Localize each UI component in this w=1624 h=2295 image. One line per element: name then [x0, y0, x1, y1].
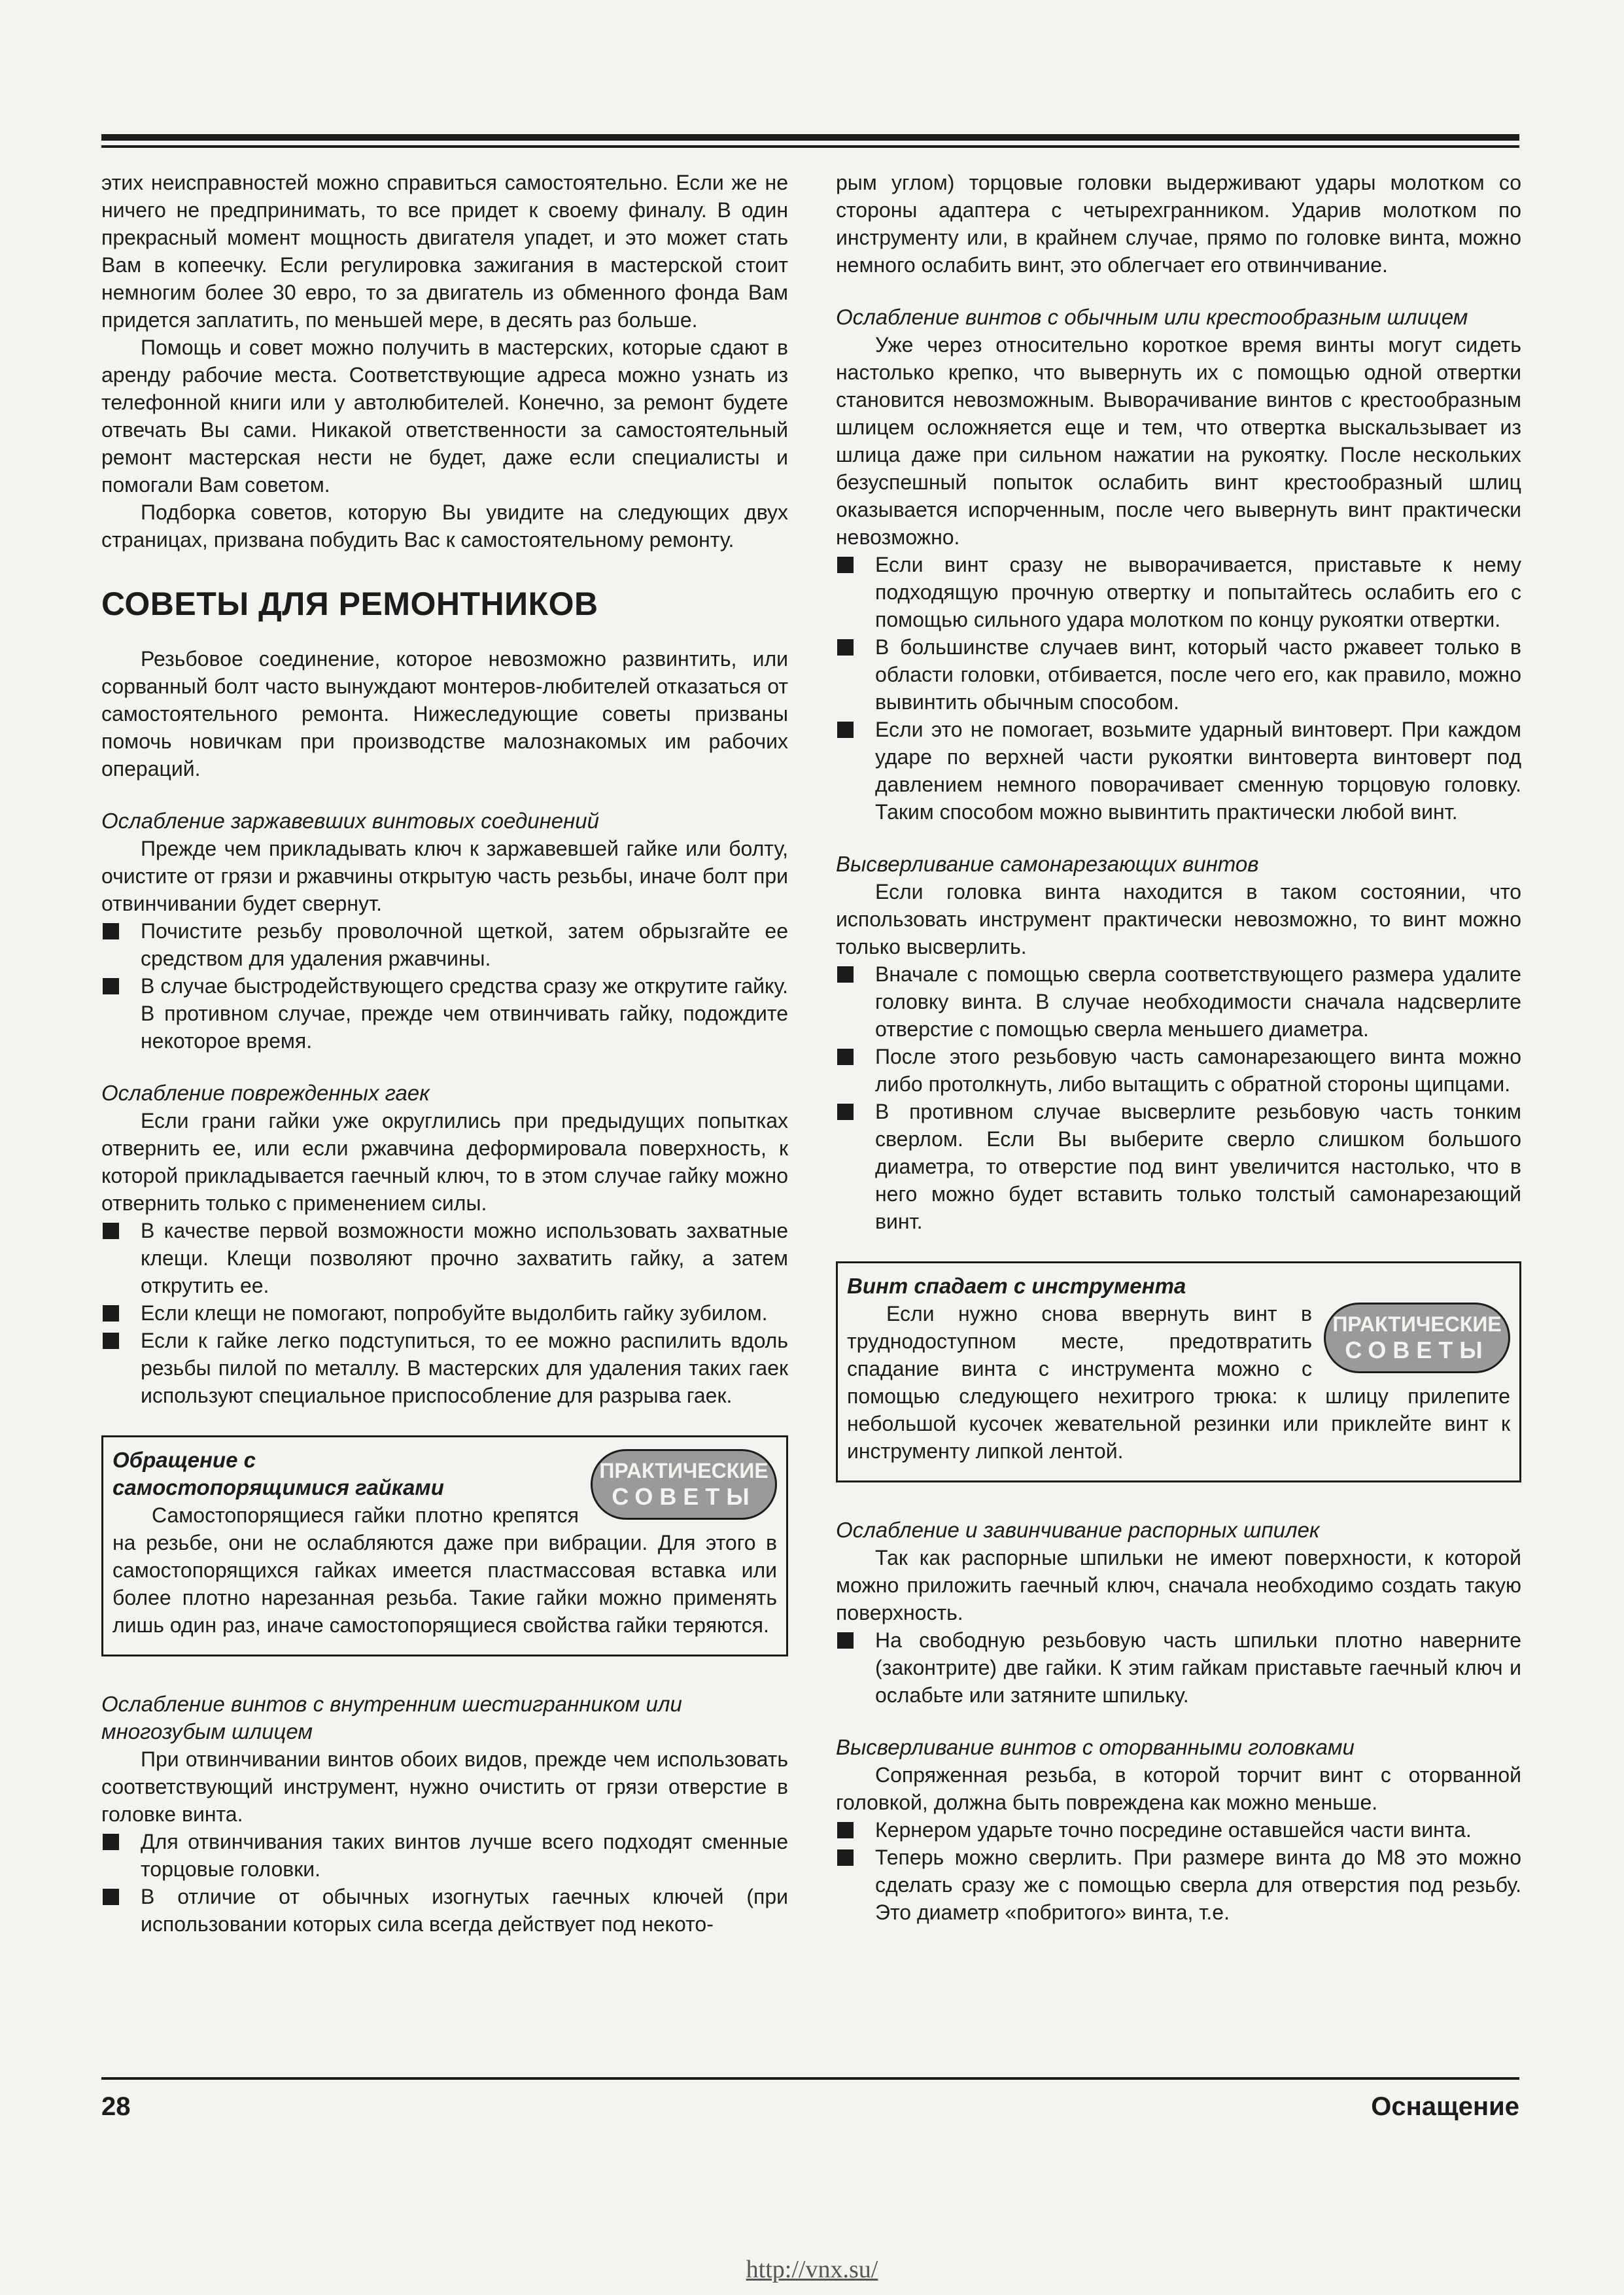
- tip-box: [836, 1261, 1521, 1482]
- section-heading: СОВЕТЫ ДЛЯ РЕМОНТНИКОВ: [101, 586, 598, 622]
- list-item: Если к гайке легко подступиться, то ее можно распилить вдоль резьбы пилой по металлу. В мастерских для удаления таких гаек используют специальное приспособление для разрыва гаек.: [101, 1327, 788, 1409]
- list-item: После этого резьбовую часть самонарезающего винта можно либо протолкнуть, либо вытащить с обратной стороны щипцами.: [836, 1043, 1521, 1098]
- badge-line-1: ПРАКТИЧЕСКИЕ: [1332, 1312, 1502, 1336]
- paragraph: Так как распорные шпильки не имеют поверхности, к которой можно приложить гаечный ключ, сначала необходимо создать такую поверхность.: [836, 1546, 1521, 1624]
- list-item: В отличие от обычных изогнутых гаечных ключей (при использовании которых сила всегда действует под некото-: [101, 1883, 788, 1938]
- left-column: [101, 169, 788, 1938]
- practical-tips-badge: [591, 1449, 777, 1520]
- bullet-list: [836, 1626, 1521, 1709]
- tip-box-title: самостопорящимися гайками: [112, 1475, 444, 1499]
- subheading: Ослабление поврежденных гаек: [101, 1081, 430, 1105]
- top-rule-thick: [101, 134, 1519, 141]
- list-item: На свободную резьбовую часть шпильки плотно наверните (законтрите) две гайки. К этим гайкам приставьте гаечный ключ и ослабьте или затяните шпильку.: [836, 1626, 1521, 1709]
- bullet-list: [836, 1816, 1521, 1926]
- subheading: Высверливание винтов с оторванными головками: [836, 1735, 1355, 1759]
- paragraph: этих неисправностей можно справиться самостоятельно. Если же не ничего не предпринимать, то все придет к своему финалу. В один прекрасный момент мощность двигателя упадет, и это может стать Вам в копеечку. Если регулировка зажигания в мастерской стоит немногим более 30 евро, то за двигатель из обменного фонда Вам придется заплатить, по меньшей мере, в десять раз больше.: [101, 171, 788, 332]
- list-item: Если винт сразу не выворачивается, приставьте к нему подходящую прочную отвертку и попытайтесь ослабить его с помощью сильного удара молотком по концу рукоятки отвертки.: [836, 551, 1521, 633]
- source-url-link[interactable]: http://vnx.su/: [746, 2256, 878, 2283]
- list-item: Теперь можно сверлить. При размере винта до М8 это можно сделать сразу же с помощью сверла для отверстия под резьбу. Это диаметр «побритого» винта, т.е.: [836, 1844, 1521, 1926]
- list-item: Вначале с помощью сверла соответствующего размера удалите головку винта. В случае необходимости сначала надсверлите отверстие с помощью сверла меньшего диаметра.: [836, 960, 1521, 1043]
- badge-line-2: СОВЕТЫ: [612, 1483, 756, 1510]
- paragraph: Резьбовое соединение, которое невозможно развинтить, или сорванный болт часто вынуждают монтеров-любителей отказаться от самостоятельного ремонта. Нижеследующие советы призваны помочь новичкам при производстве малознакомых им рабочих операций.: [101, 647, 788, 780]
- list-item: В противном случае высверлите резьбовую часть тонким сверлом. Если Вы выберите сверло слишком большого диаметра, то отверстие под винт увеличится настолько, что в него можно будет вставить только толстый самонарезающий винт.: [836, 1098, 1521, 1235]
- paragraph: Прежде чем прикладывать ключ к заржавевшей гайке или болту, очистите от грязи и ржавчины открытую часть резьбы, иначе болт при отвинчивании будет свернут.: [101, 837, 788, 915]
- paragraph: Если головка винта находится в таком состоянии, что использовать инструмент практически невозможно, то винт можно только высверлить.: [836, 880, 1521, 958]
- page-number: 28: [101, 2092, 131, 2121]
- tip-box-text: Если нужно снова ввернуть винт в труднодоступном месте, предотвратить спадание винта с инструмента можно с помощью следующего нехитрого трюка: к шлицу прилепите небольшой кусочек жевательной резинки или приклейте винт к инструменту липкой лентой.: [847, 1302, 1510, 1463]
- right-column: [836, 169, 1521, 1926]
- tip-box-text: Самостопорящиеся гайки плотно крепятся на резьбе, они не ослабляются даже при вибрации. Для этого в самостопорящихся гайках имеется пластмассовая вставка или более плотно нарезанная резьба. Такие гайки можно применять лишь один раз, иначе самостопорящиеся свойства гайки теряются.: [112, 1503, 777, 1637]
- list-item: Почистите резьбу проволочной щеткой, затем обрызгайте ее средством для удаления ржавчины.: [101, 917, 788, 972]
- bullet-list: [101, 1217, 788, 1409]
- paragraph: Уже через относительно короткое время винты могут сидеть настолько крепко, что вывернуть их с помощью одной отвертки становится невозможным. Выворачивание винтов с крестообразным шлицем осложняется еще и тем, что отвертка выскальзывает из шлица даже при сильном нажатии на рукоятку. После нескольких безуспешный попыток ослабить винт крестообразный шлиц оказывается испорченным, после чего вывернуть винт практически невозможно.: [836, 333, 1521, 549]
- practical-tips-badge: [1324, 1303, 1510, 1373]
- tip-box: [101, 1435, 788, 1656]
- badge-line-1: ПРАКТИЧЕСКИЕ: [599, 1459, 769, 1482]
- running-footer-section: Оснащение: [1371, 2092, 1519, 2121]
- list-item: Для отвинчивания таких винтов лучше всего подходят сменные торцовые головки.: [101, 1828, 788, 1883]
- paragraph: рым углом) торцовые головки выдерживают удары молотком со стороны адаптера с четырехгранником. Ударив молотком по инструменту или, в крайнем случае, прямо по головке винта, можно немного ослабить винт, это облегчает его отвинчивание.: [836, 171, 1521, 277]
- list-item: В случае быстродействующего средства сразу же открутите гайку. В противном случае, прежде чем отвинчивать гайку, подождите некоторое время.: [101, 972, 788, 1055]
- list-item: Если это не помогает, возьмите ударный винтоверт. При каждом ударе по верхней части рукоятки винтоверта винтоверт под давлением немного поворачивает сменную торцовую головку. Таким способом можно вывинтить практически любой винт.: [836, 716, 1521, 826]
- top-rule-thin: [101, 145, 1519, 148]
- bullet-list: [101, 1828, 788, 1938]
- paragraph: Сопряженная резьба, в которой торчит винт с оторванной головкой, должна быть повреждена как можно меньше.: [836, 1763, 1521, 1814]
- subheading: Ослабление заржавевших винтовых соединений: [101, 809, 600, 833]
- list-item: В большинстве случаев винт, который часто ржавеет только в области головки, отбивается, после чего его, как правило, можно вывинтить обычным способом.: [836, 633, 1521, 716]
- bottom-rule: [101, 2077, 1519, 2080]
- subheading: Высверливание самонарезающих винтов: [836, 852, 1259, 876]
- subheading: Ослабление винтов с обычным или крестообразным шлицем: [836, 305, 1468, 329]
- bullet-list: [836, 551, 1521, 826]
- list-item: В качестве первой возможности можно использовать захватные клещи. Клещи позволяют прочно захватить гайку, а затем открутить ее.: [101, 1217, 788, 1299]
- list-item: Кернером ударьте точно посредине оставшейся части винта.: [836, 1816, 1521, 1844]
- paragraph: При отвинчивании винтов обоих видов, прежде чем использовать соответствующий инструмент, нужно очистить от грязи отверстие в головке винта.: [101, 1747, 788, 1826]
- badge-line-2: СОВЕТЫ: [1345, 1337, 1489, 1363]
- tip-box-title: Обращение с: [112, 1448, 256, 1472]
- paragraph: Помощь и совет можно получить в мастерских, которые сдают в аренду рабочие места. Соответствующие адреса можно узнать из телефонной книги или у автолюбителей. Конечно, за ремонт будете отвечать Вы сами. Никакой ответственности за самостоятельный ремонт мастерская нести не будет, даже если специалисты и помогали Вам советом.: [101, 336, 788, 497]
- tip-box-title: Винт спадает с инструмента: [847, 1274, 1186, 1298]
- list-item: Если клещи не помогают, попробуйте выдолбить гайку зубилом.: [101, 1299, 788, 1327]
- subheading: Ослабление винтов с внутренним шестигранником или многозубым шлицем: [101, 1692, 682, 1743]
- paragraph: Если грани гайки уже округлились при предыдущих попытках отвернить ее, или если ржавчина деформировала поверхность, к которой прикладывается гаечный ключ, то в этом случае гайку можно отвернить только с применением силы.: [101, 1109, 788, 1215]
- subheading: Ослабление и завинчивание распорных шпилек: [836, 1518, 1320, 1542]
- bullet-list: [101, 917, 788, 1055]
- bullet-list: [836, 960, 1521, 1235]
- paragraph: Подборка советов, которую Вы увидите на следующих двух страницах, призвана побудить Вас к самостоятельному ремонту.: [101, 500, 788, 552]
